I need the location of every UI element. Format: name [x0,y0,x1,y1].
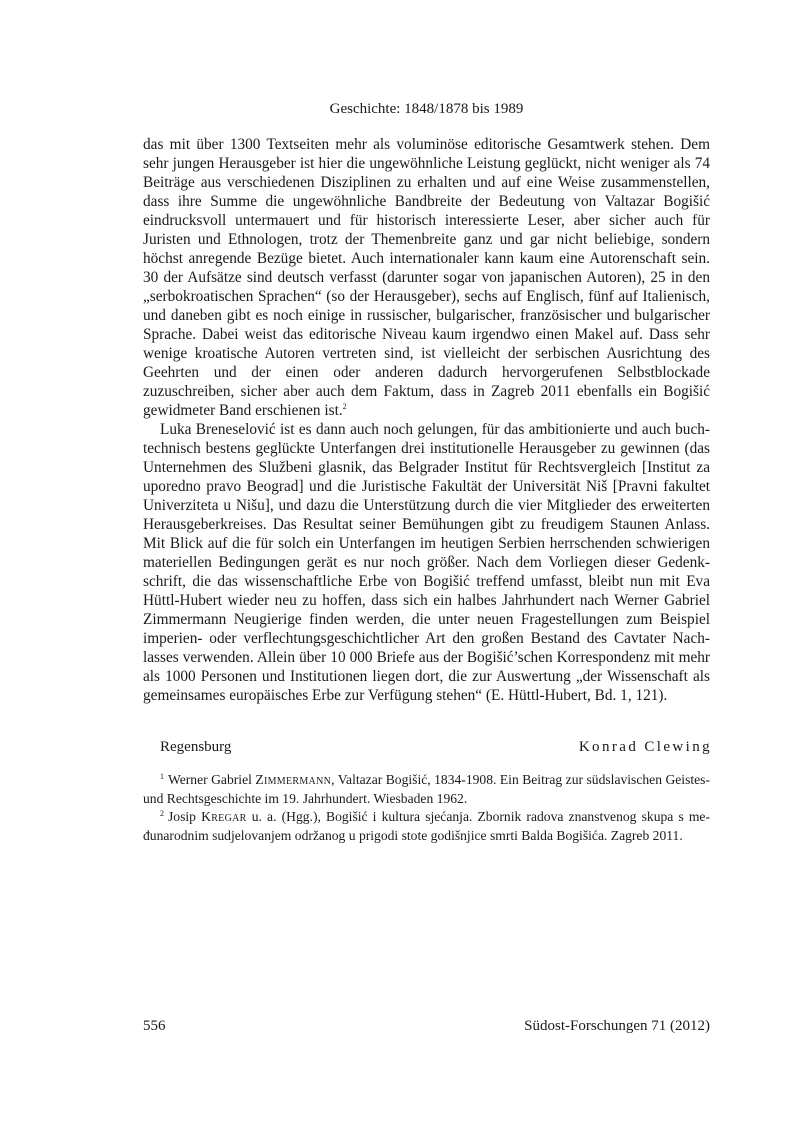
footnote-lead: Werner Gabriel [168,772,252,787]
footnote-lead: Josip [168,809,196,824]
page-number: 556 [143,1018,166,1034]
signature-author: Konrad Clewing [578,739,712,755]
footnote-surname: Zimmermann [255,772,332,787]
paragraph-1 [143,135,710,420]
review-body [143,135,710,705]
footnote-number: 1 [160,772,164,781]
review-signature [160,737,710,757]
footnote-ref-2[interactable]: 2 [342,402,347,411]
paragraph-2: Luka Breneselović ist es dann auch noch gelungen, für das ambitionierte und auch buchtechnisch bestens geglückte Unterfangen drei institutionelle Herausgeber zu gewinnen (das Unternehmen des Službeni glasnik, das Belgrader Institut für Rechtsvergleich [Institut za uporedno pravo Beograd] und die Juristische Fakultät der Universität Niš [Pravni fakultet Univerziteta u Nišu], und dazu die Unterstützung durch die vier Mitglieder des erweiterten Herausgeberkreises. Das Resultat seiner Bemühungen gibt zu freudigem Staunen Anlass. Mit Blick auf die für solch ein Unterfangen im heutigen Serbien herrschenden schwierigen materiellen Bedingungen gerät es nur noch größer. Nach dem Vorliegen dieser Gedenkschrift, die das wissenschaftliche Erbe von Bogišić treffend umfasst, bleibt nun mit Eva Hüttl-Hubert wieder neu zu hoffen, dass sich ein halbes Jahrhundert nach Werner Gabriel Zimmermann Neugierige finden werden, die unter neuen Fragestellungen zum Beispiel imperien- oder verflechtungsgeschichtlicher Art den großen Bestand des Cavtater Nachlasses verwenden. Allein über 10 000 Briefe aus der Bogišić’schen Korrespondenz mit mehr als 1000 Personen und Institutionen liegen dort, die zur Auswertung „der Wissenschaft als gemeinsames europäisches Erbe zur Verfügung stehen“ (E. Hüttl-Hubert, Bd. 1, 121). [143,421,710,704]
paragraph-1-text: das mit über 1300 Textseiten mehr als voluminöse editorische Gesamtwerk stehen. Dem sehr jungen Herausgeber ist hier die ungewöhnliche Leistung geglückt, nicht weniger als 74 Beiträge aus verschiedenen Disziplinen zu erhalten und auf eine Weise zusammenstellen, dass ihre Summe die ungewöhnliche Bandbreite der Bedeutung von Valtazar Bogišić eindrucksvoll untermauert und für historisch interessierte Leser, aber sicher auch für Juristen und Ethnologen, trotz der Themenbreite ganz und gar nicht beliebige, sondern höchst anregende Bezüge bietet. Auch internationaler kann kaum eine Autorenschaft sein. 30 der Aufsätze sind deutsch verfasst (darunter sogar von japanischen Autoren), 25 in den „serbokroatischen Sprachen“ (so der Herausgeber), sechs auf Englisch, fünf auf Italienisch, und daneben gibt es noch einige in russischer, bulgarischer, französischer und bulgarischer Sprache. Dabei weist das editorische Niveau kaum irgendwo einen Makel auf. Dass sehr wenige kroatische Autoren vertreten sind, ist vielleicht der serbischen Ausrichtung des Geehrten und der einen oder anderen dadurch hervorgerufenen Selbstblockade zuzuschreiben, sicher aber auch dem Faktum, dass in Zagreb 2011 ebenfalls ein Bogišić gewidmeter Band erschienen ist. [143,136,710,419]
page-footer [143,1016,710,1036]
document-page [143,0,710,1129]
footnote-text: u. a. (Hgg.), Bogišić i kultura sjećanja. Zbornik radova znanstvenog skupa s međunarodnim sudjelovanjem održanog u prigodi stote godišnjice smrti Balda Bogišića. Zagreb 2011. [143,809,711,843]
running-title: Geschichte: 1848/1878 bis 1989 [329,101,524,117]
footnote-number: 2 [160,809,164,818]
footnote-2 [143,808,710,845]
footnote-1 [143,771,710,808]
footnote-surname: Kregar [201,809,247,824]
journal-citation: Südost-Forschungen 71 (2012) [524,1018,710,1034]
footnotes [143,771,710,845]
footnote-text: , Valtazar Bogišić, 1834-1908. Ein Beitrag zur südslavischen Geistes- und Rechtsgeschichte im 19. Jahrhundert. Wiesbaden 1962. [143,772,711,806]
signature-place: Regensburg [160,739,232,755]
